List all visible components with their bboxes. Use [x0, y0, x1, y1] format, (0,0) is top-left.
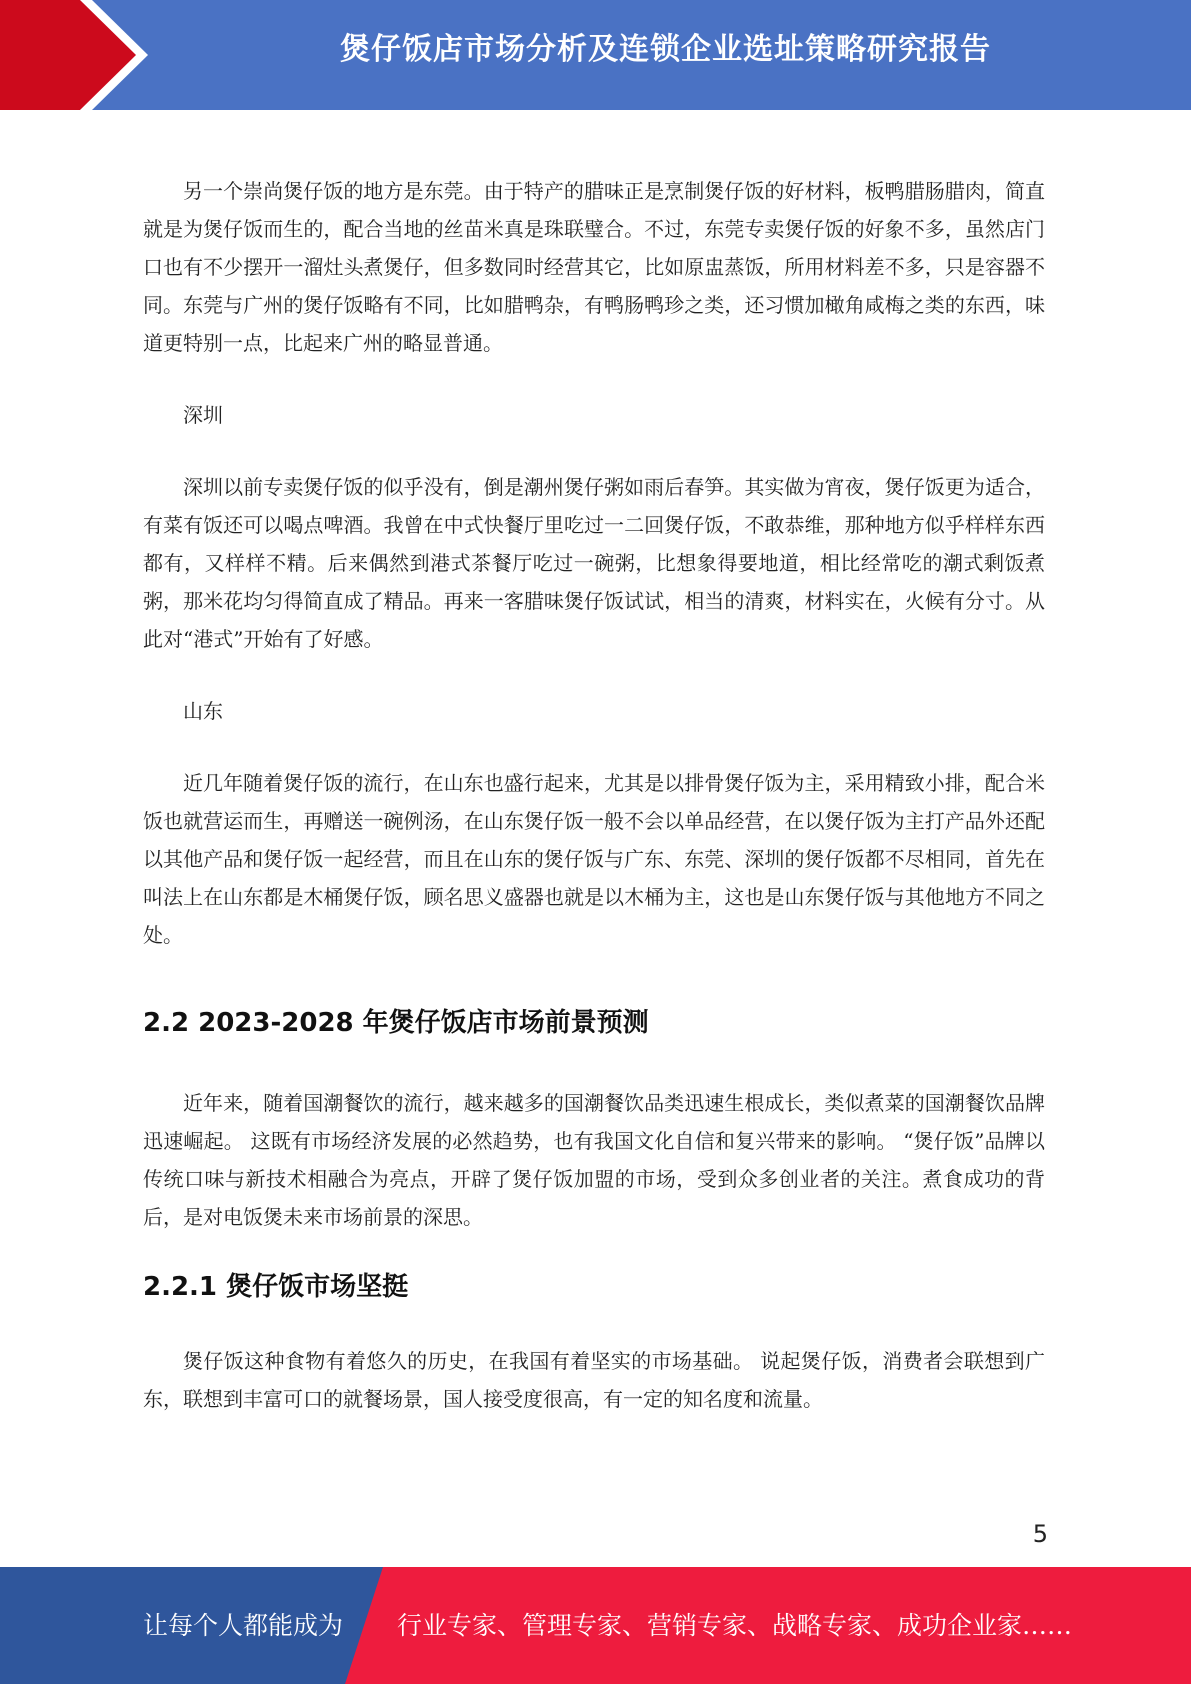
heading-shandong: 山东: [183, 699, 223, 723]
page-header: [0, 0, 1191, 110]
footer-slogan-right: 行业专家、管理专家、营销专家、战略专家、成功企业家……: [397, 1611, 1073, 1640]
paragraph-shenzhen: 深圳以前专卖煲仔饭的似乎没有，倒是潮州煲仔粥如雨后春笋。其实做为宵夜，煲仔饭更为适合，有菜有饭还可以喝点啤酒。我曾在中式快餐厅里吃过一二回煲仔饭，不敢恭维，那种地方似乎样样东西都有，又样样不精。后来偶然到港式茶餐厅吃过一碗粥，比想象得要地道，相比经常吃的潮式剩饭煮粥，那米花均匀得简直成了精品。再来一客腊味煲仔饭试试，相当的清爽，材料实在，火候有分寸。从此对“港式”开始有了好感。: [143, 475, 1045, 651]
report-title: 煲仔饭店市场分析及连锁企业选址策略研究报告: [340, 32, 991, 67]
page-content: [143, 172, 1045, 1452]
page-number: 5: [1032, 1520, 1048, 1548]
heading-shenzhen: 深圳: [183, 403, 223, 427]
section-heading-2-2: 2.2 2023-2028 年煲仔饭店市场前景预测: [143, 1008, 649, 1038]
paragraph-shandong: 近几年随着煲仔饭的流行，在山东也盛行起来，尤其是以排骨煲仔饭为主，采用精致小排，配合米饭也就营运而生，再赠送一碗例汤，在山东煲仔饭一般不会以单品经营，在以煲仔饭为主打产品外还配以其他产品和煲仔饭一起经营，而且在山东的煲仔饭与广东、东莞、深圳的煲仔饭都不尽相同，首先在叫法上在山东都是木桶煲仔饭，顾名思义盛器也就是以木桶为主，这也是山东煲仔饭与其他地方不同之处。: [143, 771, 1045, 947]
paragraph-2-2: 近年来，随着国潮餐饮的流行，越来越多的国潮餐饮品类迅速生根成长，类似煮菜的国潮餐饮品牌迅速崛起。 这既有市场经济发展的必然趋势，也有我国文化自信和复兴带来的影响。 “煲仔饭”品牌以传统口味与新技术相融合为亮点，开辟了煲仔饭加盟的市场，受到众多创业者的关注。煮食成功的背后，是对电饭煲未来市场前景的深思。: [143, 1091, 1045, 1229]
paragraph-dongguan: 另一个崇尚煲仔饭的地方是东莞。由于特产的腊味正是烹制煲仔饭的好材料，板鸭腊肠腊肉，简直就是为煲仔饭而生的，配合当地的丝苗米真是珠联璧合。不过，东莞专卖煲仔饭的好象不多，虽然店门口也有不少摆开一溜灶头煮煲仔，但多数同时经营其它，比如原盅蒸饭，所用材料差不多，只是容器不同。东莞与广州的煲仔饭略有不同，比如腊鸭杂，有鸭肠鸭珍之类，还习惯加橄角咸梅之类的东西，味道更特别一点，比起来广州的略显普通。: [143, 179, 1045, 355]
section-heading-2-2-1: 2.2.1 煲仔饭市场坚挺: [143, 1272, 409, 1302]
paragraph-2-2-1: 煲仔饭这种食物有着悠久的历史，在我国有着坚实的市场基础。 说起煲仔饭，消费者会联想到广东，联想到丰富可口的就餐场景，国人接受度很高，有一定的知名度和流量。: [143, 1349, 1045, 1411]
footer-slogan-left: 让每个人都能成为: [143, 1611, 344, 1640]
page-footer: [0, 1567, 1191, 1684]
